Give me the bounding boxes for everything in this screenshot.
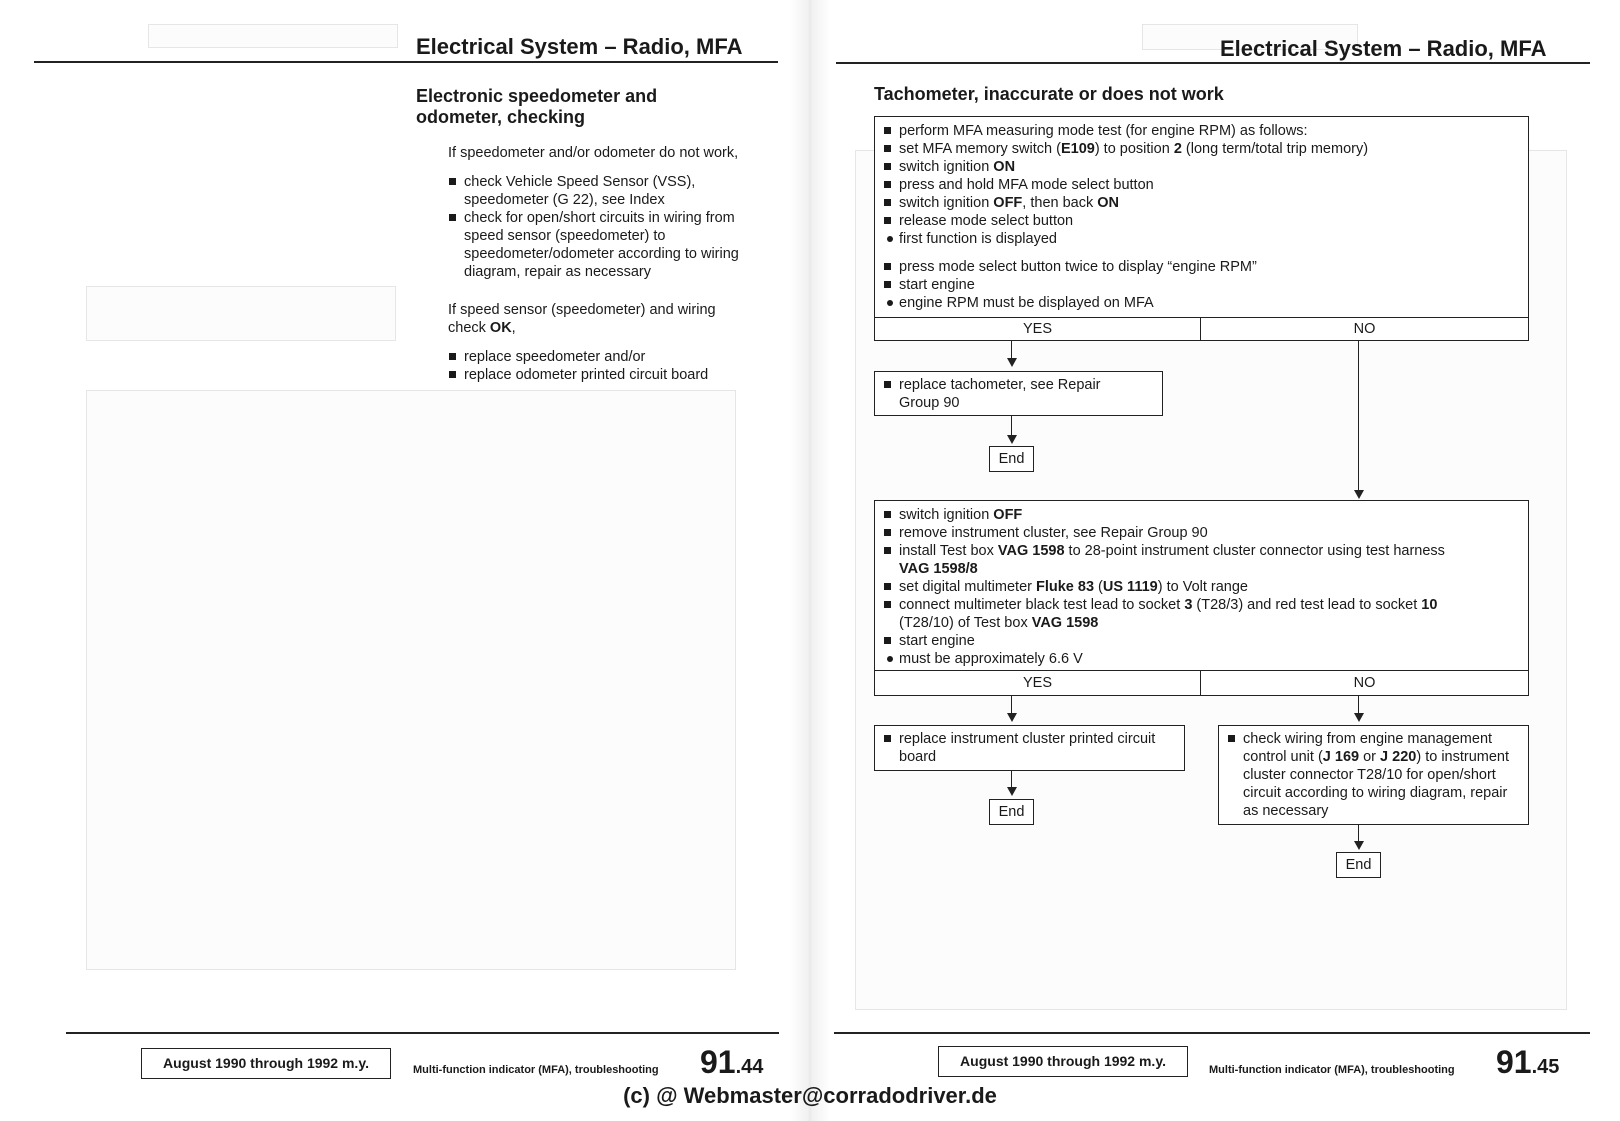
text-line: If speed sensor (speedometer) and wiring: [448, 302, 716, 318]
yes-label: YES: [874, 317, 1201, 341]
bold-text: 10: [1421, 597, 1438, 613]
footer-rule: [66, 1032, 779, 1034]
arrow-down-icon: [1354, 713, 1364, 722]
arrow-down-icon: [1354, 490, 1364, 499]
bullet-result: first function is displayed: [867, 230, 1520, 248]
page-header-title: Electrical System – Radio, MFA: [1220, 36, 1547, 61]
section-title: [416, 86, 657, 128]
bold-text: 3: [1184, 597, 1193, 613]
step-list: [883, 376, 1154, 412]
intro-text-2: [448, 301, 768, 337]
bold-text: E109: [1060, 141, 1095, 157]
list-item: [448, 173, 768, 209]
no-label: NO: [1200, 670, 1529, 696]
flow-line: [1358, 341, 1359, 491]
flow-line: [1358, 825, 1359, 842]
list-item: [883, 158, 1520, 176]
list-item-line: cluster connector T28/10 for open/short: [1243, 767, 1496, 783]
flow-line: [1358, 696, 1359, 714]
text-span: control unit (: [1243, 749, 1323, 765]
section-title-line: odometer, checking: [416, 107, 586, 127]
replace-list: [448, 348, 768, 384]
bold-text: VAG 1598: [997, 543, 1065, 559]
list-item: press and hold MFA mode select button: [883, 176, 1520, 194]
list-item: start engine: [883, 632, 1520, 650]
list-item: [883, 578, 1520, 596]
section-title: Tachometer, inaccurate or does not work: [874, 84, 1224, 104]
list-item: release mode select button: [883, 212, 1520, 230]
text-span: ) to position: [1094, 141, 1174, 157]
arrow-down-icon: [1007, 787, 1017, 796]
section-title-line: Electronic speedometer and: [416, 86, 658, 106]
list-item-line: diagram, repair as necessary: [464, 264, 651, 280]
list-item: replace odometer printed circuit board: [448, 366, 768, 384]
page-number: [700, 1046, 763, 1078]
bold-text: VAG 1598/8: [899, 561, 978, 577]
list-item: [883, 140, 1520, 158]
bullet-result: must be approximately 6.6 V: [867, 650, 1520, 668]
list-item-line: [899, 596, 1520, 614]
list-item: [883, 376, 1154, 412]
page-header-title: Electrical System – Radio, MFA: [416, 34, 743, 59]
bold-text: VAG 1598: [1031, 615, 1099, 631]
text-span: (T28/3) and red test lead to socket: [1192, 597, 1422, 613]
yes-label: YES: [874, 670, 1201, 696]
text-span: to 28-point instrument cluster connector using test harness: [1064, 543, 1445, 559]
text-span: (T28/10) of Test box: [899, 615, 1032, 631]
flow-line: [1011, 771, 1012, 788]
intro-text: If speedometer and/or odometer do not work,: [448, 145, 739, 161]
list-item-line: replace tachometer, see Repair: [899, 377, 1101, 393]
bold-text: J 220: [1380, 749, 1417, 765]
bold-text: ON: [993, 159, 1016, 175]
list-item-line: check for open/short circuits in wiring from: [464, 210, 735, 226]
list-item-line: speedometer (G 22), see Index: [464, 192, 665, 208]
text-span: switch ignition: [899, 159, 994, 175]
show-through-box: [86, 390, 736, 970]
list-item-line: [899, 560, 1520, 578]
page-number-major: 91: [700, 1044, 736, 1080]
text-span: switch ignition: [899, 195, 994, 211]
text-span: ) to Volt range: [1157, 579, 1248, 595]
list-item: [883, 194, 1520, 212]
end-box: End: [989, 799, 1034, 825]
bold-text: ON: [1097, 195, 1120, 211]
list-item: [883, 542, 1520, 578]
text-span: or: [1359, 749, 1381, 765]
list-item-line: check wiring from engine management: [1243, 731, 1493, 747]
page-number-minor: .44: [735, 1056, 764, 1078]
copyright-watermark: (c) @ Webmaster@corradodriver.de: [623, 1083, 997, 1108]
list-item-line: speedometer/odometer according to wiring: [464, 246, 739, 262]
arrow-down-icon: [1007, 435, 1017, 444]
list-item-line: [1243, 748, 1520, 766]
footer-subtitle: Multi-function indicator (MFA), troubleshooting: [1209, 1064, 1455, 1076]
step-list: [1227, 730, 1520, 820]
page-number: [1496, 1046, 1559, 1078]
step-list: [883, 506, 1520, 650]
list-item: replace speedometer and/or: [448, 348, 768, 366]
text-line: [448, 319, 768, 337]
voltage-check-step-box: [874, 500, 1529, 671]
list-item: remove instrument cluster, see Repair Group 90: [883, 524, 1520, 542]
show-through-box: [148, 24, 398, 48]
arrow-down-icon: [1354, 841, 1364, 850]
list-item-line: check Vehicle Speed Sensor (VSS),: [464, 174, 696, 190]
flow-line: [1011, 696, 1012, 714]
page-number-minor: .45: [1531, 1056, 1560, 1078]
replace-cluster-pcb-box: [874, 725, 1185, 771]
arrow-down-icon: [1007, 713, 1017, 722]
list-item: [448, 209, 768, 281]
arrow-down-icon: [1007, 358, 1017, 367]
page-number-major: 91: [1496, 1044, 1532, 1080]
end-box: End: [1336, 852, 1381, 878]
check-wiring-box: [1218, 725, 1529, 825]
text-span: ) to instrument: [1416, 749, 1510, 765]
replace-tachometer-box: [874, 371, 1163, 416]
list-item-line: Group 90: [899, 395, 960, 411]
bold-text: 2: [1173, 141, 1182, 157]
bold-text: US 1119: [1102, 579, 1158, 595]
list-item-line: as necessary: [1243, 803, 1329, 819]
step-list: [883, 122, 1520, 230]
text-span: install Test box: [899, 543, 998, 559]
list-item-line: [899, 542, 1520, 560]
text-span: (long term/total trip memory): [1181, 141, 1369, 157]
check-list: [448, 173, 768, 281]
footer-rule: [834, 1032, 1590, 1034]
bold-text: Fluke 83: [1036, 579, 1095, 595]
flow-line: [1011, 341, 1012, 359]
footer-date-box: August 1990 through 1992 m.y.: [938, 1046, 1188, 1077]
header-rule: [836, 62, 1590, 64]
show-through-box: [86, 286, 396, 341]
list-item-line: replace instrument cluster printed circuit: [899, 731, 1156, 747]
text-span: set MFA memory switch (: [899, 141, 1061, 157]
end-box: End: [989, 446, 1034, 472]
flow-line: [1011, 416, 1012, 436]
text-span: set digital multimeter: [899, 579, 1036, 595]
header-rule: [34, 61, 778, 63]
text-span: (: [1094, 579, 1103, 595]
list-item: [883, 506, 1520, 524]
list-item: [883, 730, 1176, 766]
step-list: [883, 258, 1520, 294]
footer-date-box: August 1990 through 1992 m.y.: [141, 1048, 391, 1079]
list-item: [883, 596, 1520, 632]
bullet-result: engine RPM must be displayed on MFA: [867, 294, 1520, 312]
text-span: check: [448, 320, 490, 336]
list-item: press mode select button twice to display “engine RPM”: [883, 258, 1520, 276]
text-span: connect multimeter black test lead to socket: [899, 597, 1185, 613]
list-item-line: [899, 614, 1520, 632]
list-item-line: speed sensor (speedometer) to: [464, 228, 666, 244]
right-page: [810, 0, 1620, 1121]
list-item: perform MFA measuring mode test (for engine RPM) as follows:: [883, 122, 1520, 140]
bold-text: OFF: [993, 507, 1023, 523]
bold-text: OFF: [993, 195, 1023, 211]
mfa-test-step-box: [874, 116, 1529, 318]
list-item-line: circuit according to wiring diagram, repair: [1243, 785, 1508, 801]
step-list: [883, 730, 1176, 766]
list-item: start engine: [883, 276, 1520, 294]
no-label: NO: [1200, 317, 1529, 341]
bold-text: J 169: [1322, 749, 1360, 765]
text-span: ,: [511, 320, 516, 336]
text-span: switch ignition: [899, 507, 994, 523]
footer-subtitle: Multi-function indicator (MFA), troubleshooting: [413, 1064, 659, 1076]
list-item-line: board: [899, 749, 937, 765]
text-span: , then back: [1022, 195, 1098, 211]
bold-text: OK: [489, 320, 512, 336]
list-item: [1227, 730, 1520, 820]
